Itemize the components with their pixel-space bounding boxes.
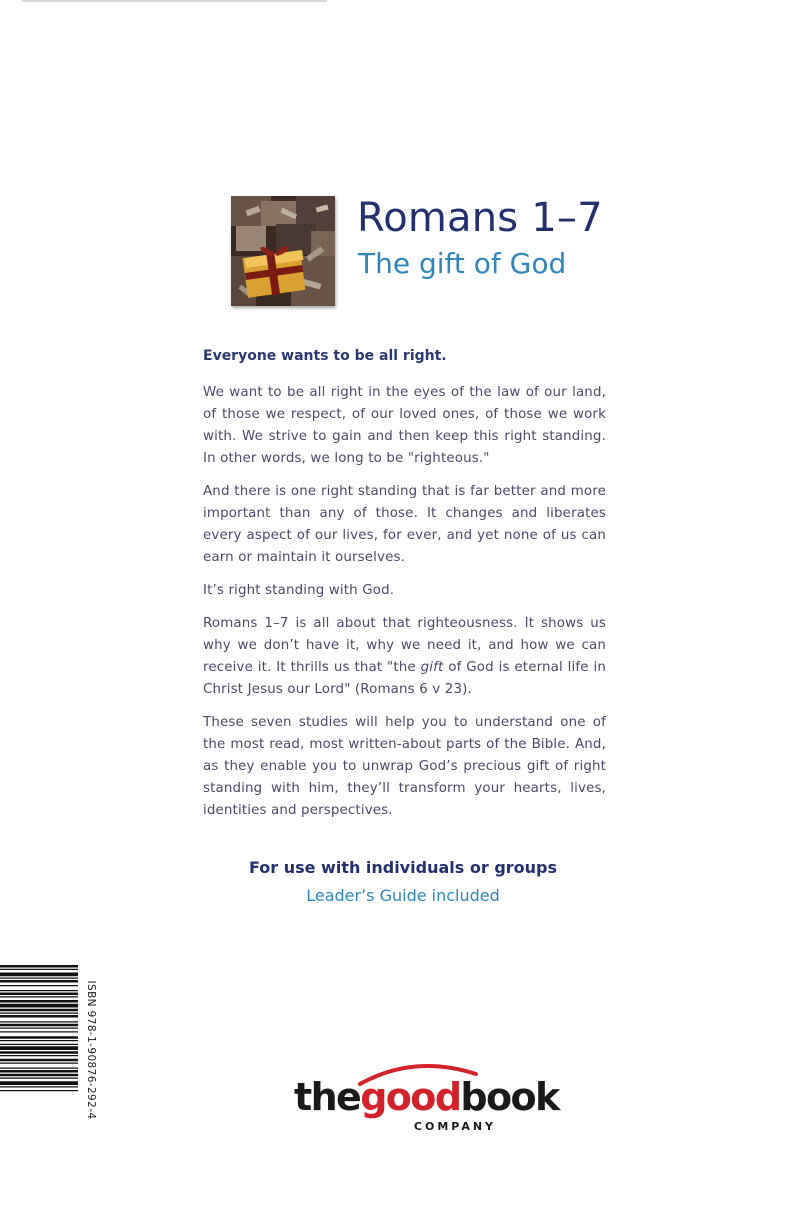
book-subtitle: The gift of God [358, 247, 567, 280]
blurb [203, 346, 606, 833]
blurb-paragraph-5: These seven studies will help you to understand one of the most read, most written-about parts of the Bible. And, as they enable you to unwrap God’s precious gift of right standing with him, they’ll transform your hearts, lives, identities and perspectives. [203, 715, 606, 818]
blurb-lead: Everyone wants to be all right. [203, 348, 447, 364]
isbn-text: ISBN 978-1-90876-292-4 [85, 980, 97, 1120]
blurb-paragraph-3: It’s right standing with God. [203, 583, 395, 598]
blurb-paragraph-4-text-b: of God is eternal life in Christ Jesus our Lord" (Romans 6 v 23). [203, 660, 606, 697]
logo-word-book: book [460, 1075, 559, 1119]
blurb-paragraph-2: And there is one right standing that is far better and more important than any of those. It changes and liberates every aspect of our lives, for ever, and yet none of us can earn or maintain it ourselves. [203, 484, 606, 565]
publisher-logo [292, 1060, 559, 1136]
logo-word-the: the [294, 1075, 361, 1119]
top-edge-line [22, 0, 327, 2]
blurb-paragraph-4 [203, 613, 606, 701]
barcode [0, 963, 78, 1133]
usage-note: For use with individuals or groups [248, 858, 558, 877]
logo-company: COMPANY [413, 1120, 496, 1133]
logo-wordmark [294, 1075, 559, 1119]
isbn-label [84, 970, 98, 1130]
cover-image [231, 196, 335, 306]
logo-word-good: good [360, 1075, 461, 1119]
book-title: Romans 1–7 [357, 195, 603, 241]
blurb-paragraph-1: We want to be all right in the eyes of the law of our land, of those we respect, of our loved ones, of those we work with. We strive to gain and then keep this right standing. In other words, we long to be "righteous." [203, 385, 606, 466]
blurb-paragraph-4-italic: gift [420, 660, 444, 675]
blurb-paragraph-4-text-a: Romans 1–7 is all about that righteousness. It shows us why we don’t have it, why we need it, and how we can receive it. It thrills us that "the [203, 616, 606, 675]
leader-guide-note: Leader’s Guide included [306, 886, 500, 905]
